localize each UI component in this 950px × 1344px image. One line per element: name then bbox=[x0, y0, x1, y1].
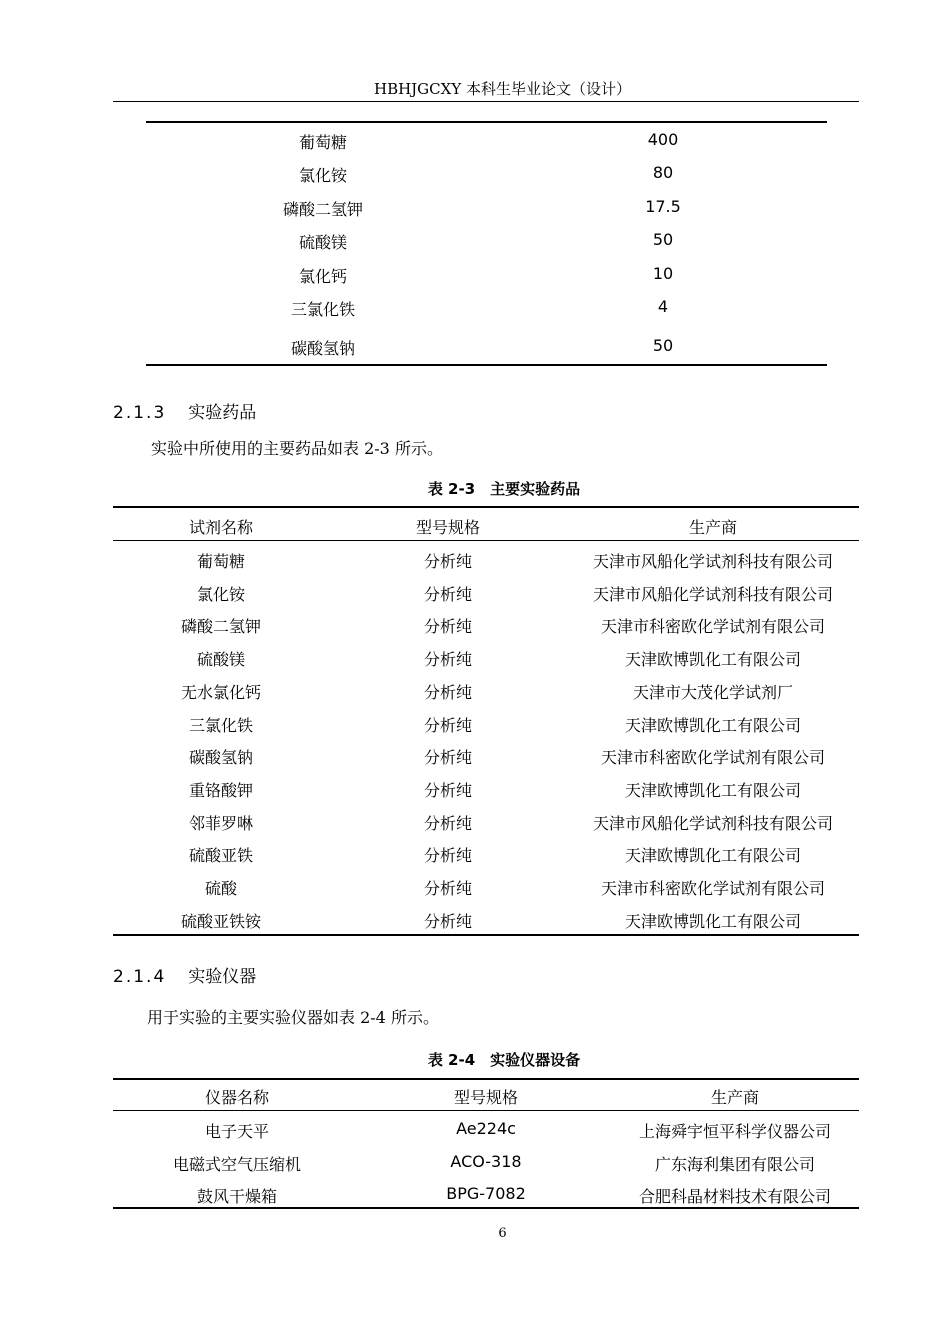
table-cell-name: 三氯化铁 bbox=[290, 300, 355, 319]
table-cell: 硫酸亚铁 bbox=[188, 846, 253, 866]
table-cell: 分析纯 bbox=[423, 715, 472, 735]
table-cell-name: 碳酸氢钠 bbox=[290, 339, 355, 358]
table-cell: 分析纯 bbox=[423, 584, 472, 604]
table-caption-2-4: 表 2-4 实验仪器设备 bbox=[427, 1051, 581, 1069]
table-header-cell: 生产商 bbox=[688, 518, 737, 537]
table-cell: 电磁式空气压缩机 bbox=[172, 1155, 301, 1174]
table-cell: 天津欧博凯化工有限公司 bbox=[624, 650, 801, 670]
table-cell: BPG-7082 bbox=[446, 1184, 526, 1203]
table-cell: 上海舜宇恒平科学仪器公司 bbox=[638, 1122, 831, 1141]
table-bottom-rule bbox=[146, 364, 827, 366]
header-rule bbox=[113, 101, 859, 102]
section-title: 实验仪器 bbox=[188, 967, 257, 987]
table-cell-name: 葡萄糖 bbox=[298, 133, 347, 152]
table-cell: Ae224c bbox=[456, 1119, 516, 1138]
section-number: 2.1.3 bbox=[113, 403, 167, 423]
table-cell: 合肥科晶材料技术有限公司 bbox=[638, 1187, 831, 1206]
table-cell: 天津市大茂化学试剂厂 bbox=[632, 682, 793, 702]
table-cell: 氯化铵 bbox=[196, 584, 245, 604]
table-cell: 分析纯 bbox=[423, 846, 472, 866]
table-cell-name: 磷酸二氢钾 bbox=[282, 200, 363, 219]
table-cell: 广东海利集团有限公司 bbox=[654, 1155, 815, 1174]
page-number: 6 bbox=[498, 1226, 507, 1241]
table-cell: 鼓风干燥箱 bbox=[196, 1187, 277, 1206]
table-cell: 天津欧博凯化工有限公司 bbox=[624, 780, 801, 800]
table-cell-name: 硫酸镁 bbox=[298, 233, 347, 252]
table-header-cell: 仪器名称 bbox=[204, 1088, 269, 1107]
section-heading-2-1-4 bbox=[113, 962, 256, 987]
table-cell: 天津市科密欧化学试剂有限公司 bbox=[600, 748, 825, 768]
table-cell: ACO-318 bbox=[450, 1152, 522, 1171]
table-cell-value: 10 bbox=[652, 264, 674, 283]
table-header-rule bbox=[113, 540, 859, 541]
table-cell: 天津市风船化学试剂科技有限公司 bbox=[592, 552, 833, 571]
table-cell-value: 80 bbox=[652, 163, 674, 182]
table-cell: 天津市风船化学试剂科技有限公司 bbox=[592, 813, 833, 833]
table-header-cell: 试剂名称 bbox=[188, 518, 253, 537]
section-heading-2-1-3 bbox=[113, 398, 256, 423]
table-cell: 磷酸二氢钾 bbox=[180, 617, 261, 637]
table-cell: 分析纯 bbox=[423, 650, 472, 670]
table-cell: 无水氯化钙 bbox=[180, 682, 261, 702]
table-top-rule bbox=[113, 1078, 859, 1080]
table-cell: 分析纯 bbox=[423, 552, 472, 571]
table-cell: 分析纯 bbox=[423, 780, 472, 800]
table-cell: 碳酸氢钠 bbox=[188, 748, 253, 768]
table-cell: 天津市风船化学试剂科技有限公司 bbox=[592, 584, 833, 604]
table-top-rule bbox=[146, 121, 827, 123]
table-cell: 重铬酸钾 bbox=[188, 780, 253, 800]
table-cell: 分析纯 bbox=[423, 879, 472, 898]
table-cell: 天津欧博凯化工有限公司 bbox=[624, 715, 801, 735]
table-cell: 电子天平 bbox=[204, 1122, 269, 1141]
table-header-rule bbox=[113, 1110, 859, 1111]
table-cell: 分析纯 bbox=[423, 813, 472, 833]
section-number: 2.1.4 bbox=[113, 967, 167, 987]
table-cell-value: 400 bbox=[647, 130, 679, 149]
section-paragraph: 实验中所使用的主要药品如表 2-3 所示。 bbox=[151, 439, 443, 458]
section-paragraph: 用于实验的主要实验仪器如表 2-4 所示。 bbox=[147, 1008, 439, 1027]
table-cell-value: 50 bbox=[652, 336, 674, 355]
table-header-cell: 生产商 bbox=[710, 1088, 759, 1107]
table-caption-2-3: 表 2-3 主要实验药品 bbox=[427, 480, 581, 498]
table-cell-value: 4 bbox=[657, 297, 669, 316]
table-cell-name: 氯化钙 bbox=[298, 267, 347, 286]
table-cell: 葡萄糖 bbox=[196, 552, 245, 571]
table-top-rule bbox=[113, 506, 859, 508]
table-cell: 天津市科密欧化学试剂有限公司 bbox=[600, 617, 825, 637]
page-header-title: HBHJGCXY 本科生毕业论文（设计） bbox=[373, 80, 631, 98]
section-title: 实验药品 bbox=[188, 403, 257, 423]
table-cell: 硫酸亚铁铵 bbox=[180, 911, 261, 931]
table-cell: 天津市科密欧化学试剂有限公司 bbox=[600, 879, 825, 898]
table-cell: 分析纯 bbox=[423, 617, 472, 637]
table-cell: 分析纯 bbox=[423, 748, 472, 768]
table-cell: 硫酸 bbox=[204, 879, 237, 898]
table-cell: 天津欧博凯化工有限公司 bbox=[624, 911, 801, 931]
table-header-cell: 型号规格 bbox=[453, 1088, 518, 1107]
table-cell: 邻菲罗啉 bbox=[188, 813, 253, 833]
table-cell-value: 50 bbox=[652, 230, 674, 249]
table-cell: 天津欧博凯化工有限公司 bbox=[624, 846, 801, 866]
table-cell: 分析纯 bbox=[423, 911, 472, 931]
table-cell-name: 氯化铵 bbox=[298, 166, 347, 185]
table-cell-value: 17.5 bbox=[645, 197, 681, 216]
table-cell: 硫酸镁 bbox=[196, 650, 245, 670]
table-cell: 分析纯 bbox=[423, 682, 472, 702]
table-header-cell: 型号规格 bbox=[415, 518, 480, 537]
table-bottom-rule bbox=[113, 1207, 859, 1209]
table-cell: 三氯化铁 bbox=[188, 715, 253, 735]
table-bottom-rule bbox=[113, 934, 859, 936]
